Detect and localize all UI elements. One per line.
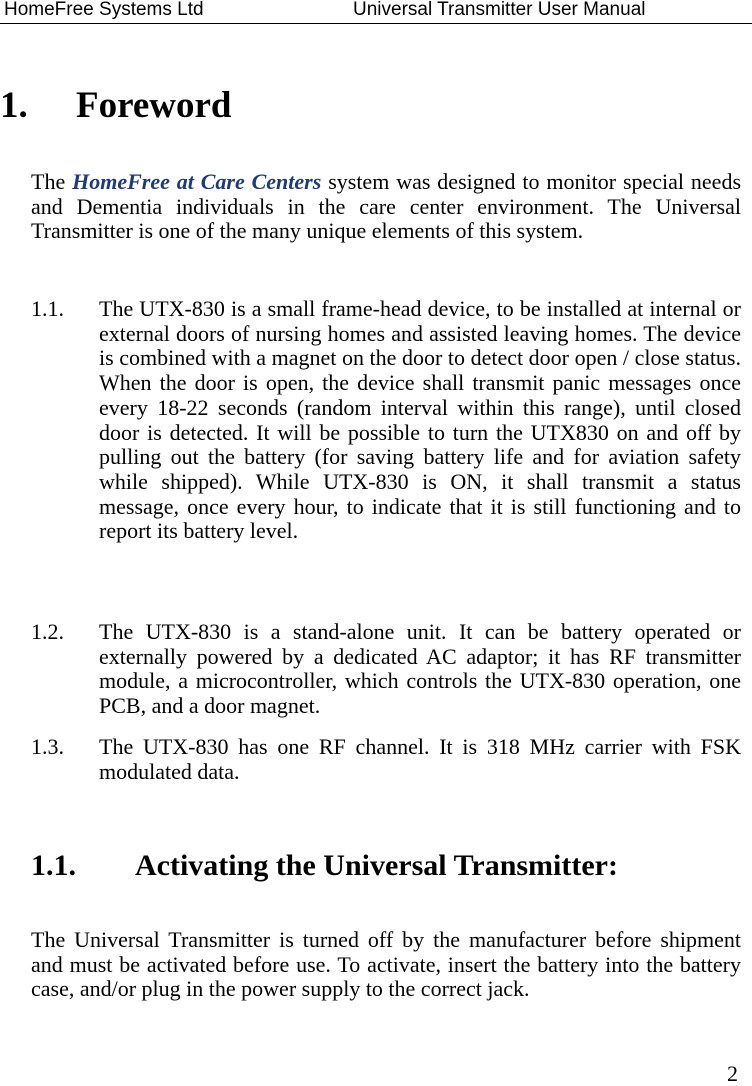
list-item	[31, 735, 741, 784]
brand-name: HomeFree at Care Centers	[72, 169, 322, 194]
page-number: 2	[727, 1061, 738, 1086]
intro-lead: The	[31, 169, 73, 194]
intro-text: system was designed to monitor special needs and Dementia individuals in the care center environment. The Universal Transmitter is one of the many unique elements of this system.	[31, 169, 742, 244]
list-item-number: 1.1.	[31, 296, 64, 321]
list-item-text: The UTX-830 is a stand-alone unit. It can be battery operated or externally powered by a dedicated AC adaptor; it has RF transmitter module, a microcontroller, which controls the UTX-830 operation, one PCB, and a door magnet.	[99, 619, 741, 719]
header-doc-title: Universal Transmitter User Manual	[353, 0, 646, 20]
subsection-title: Activating the Universal Transmitter:	[135, 849, 618, 882]
list-item-text: The UTX-830 has one RF channel. It is 318 MHz carrier with FSK modulated data.	[99, 734, 741, 784]
list-item-text: The UTX-830 is a small frame-head device, to be installed at internal or external doors of nursing homes and assisted leaving homes. The device is combined with a magnet on the door to detect door open / close status. When the door is open, the device shall transmit panic messages once every 18-22 seconds (random interval within this range), until closed door is detected. It will be possible to turn the UTX830 on and off by pulling out the battery (for saving battery life and for aviation safety while shipped). While UTX-830 is ON, it shall transmit a status message, once every hour, to indicate that it is still functioning and to report its battery level.	[99, 296, 741, 544]
section-title: Foreword	[76, 85, 232, 126]
list-item	[31, 297, 741, 544]
list-item-number: 1.2.	[31, 619, 64, 644]
subsection-heading-activating	[31, 846, 618, 886]
list-item-number: 1.3.	[31, 734, 64, 759]
list-item	[31, 620, 741, 719]
section-number: 1.	[0, 85, 28, 126]
header-company: HomeFree Systems Ltd	[4, 0, 204, 20]
subsection-number: 1.1.	[31, 849, 76, 882]
page-header	[0, 0, 752, 24]
section-heading-foreword	[0, 84, 232, 128]
intro-paragraph	[31, 170, 741, 244]
activation-paragraph: The Universal Transmitter is turned off by the manufacturer before shipment and must be activated before use. To activate, insert the battery into the battery case, and/or plug in the power supply to the correct jack.	[31, 927, 741, 1002]
